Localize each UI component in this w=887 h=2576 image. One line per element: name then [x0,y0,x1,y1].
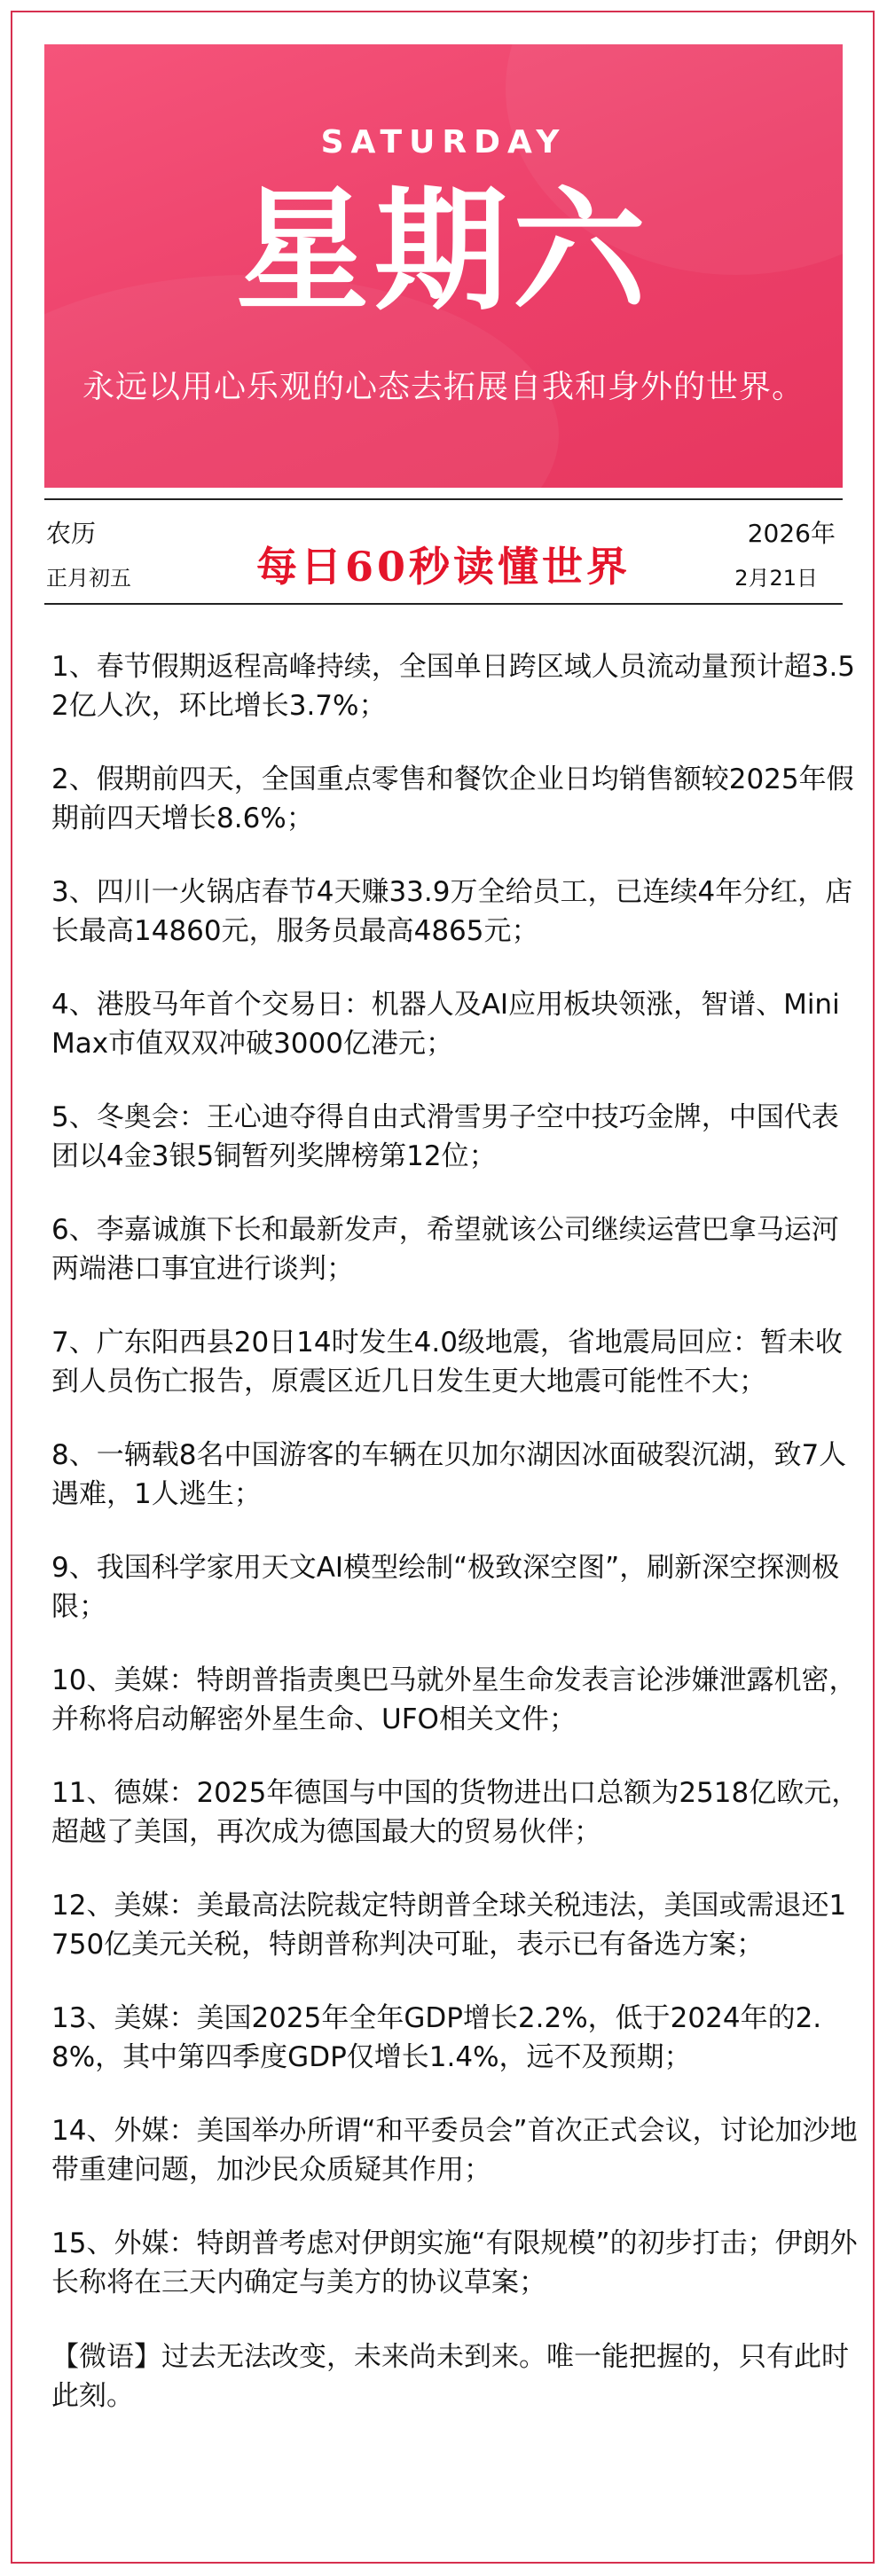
closing-quote: 【微语】过去无法改变，未来尚未到来。唯一能把握的，只有此时此刻。 [51,2341,849,2412]
news-item: 15、外媒：特朗普考虑对伊朗实施“有限规模”的初步打击；伊朗外长称将在三天内确定与美方的协议草案； [51,2228,858,2298]
divider-top [44,498,843,500]
news-item: 3、四川一火锅店春节4天赚33.9万全给员工，已连续4年分红，店长最高14860元，服务员最高4865元； [51,876,853,947]
news-item: 11、德媒：2025年德国与中国的货物进出口总额为2518亿欧元，超越了美国，再次成为德国最大的贸易伙伴； [51,1777,860,1848]
page-title: 每日60秒读懂世界 [255,543,631,591]
month-day-label: 2月21日 [734,566,818,591]
news-item: 6、李嘉诚旗下长和最新发声，希望就该公司继续运营巴拿马运河两端港口事宜进行谈判； [51,1214,839,1285]
year-label: 2026年 [747,519,836,548]
news-item: 2、假期前四天，全国重点零售和餐饮企业日均销售额较2025年假期前四天增长8.6%； [51,763,854,834]
weekday-chinese: 星期六 [235,173,651,329]
news-item: 9、我国科学家用天文AI模型绘制“极致深空图”，刷新深空探测极限； [51,1552,840,1623]
header-banner [44,44,843,488]
news-list [44,647,860,2415]
motto-text: 永远以用心乐观的心态去拓展自我和身外的世界。 [82,369,805,405]
news-item: 14、外媒：美国举办所谓“和平委员会”首次正式会议，讨论加沙地带重建问题，加沙民众质疑其作用； [51,2115,858,2186]
news-item: 1、春节假期返程高峰持续，全国单日跨区域人员流动量预计超3.52亿人次，环比增长3.7%； [51,651,856,722]
lunar-date: 正月初五 [46,566,131,591]
news-item: 7、广东阳西县20日14时发生4.0级地震，省地震局回应：暂未收到人员伤亡报告，原震区近几日发生更大地震可能性不大； [51,1327,843,1398]
lunar-label: 农历 [46,519,97,548]
weekday-english: SATURDAY [320,124,567,161]
news-item: 4、港股马年首个交易日：机器人及AI应用板块领涨，智谱、MiniMax市值双双冲破3000亿港元； [51,989,840,1060]
news-item: 10、美媒：特朗普指责奥巴马就外星生命发表言论涉嫌泄露机密，并称将启动解密外星生命、UFO相关文件； [51,1664,857,1735]
news-item: 12、美媒：美最高法院裁定特朗普全球关税违法，美国或需退还1750亿美元关税，特朗普称判决可耻，表示已有备选方案； [51,1890,847,1961]
news-item: 5、冬奥会：王心迪夺得自由式滑雪男子空中技巧金牌，中国代表团以4金3银5铜暂列奖牌榜第12位； [51,1101,839,1172]
news-item: 13、美媒：美国2025年全年GDP增长2.2%，低于2024年的2.8%，其中第四季度GDP仅增长1.4%，远不及预期； [51,2002,822,2073]
news-item: 8、一辆载8名中国游客的车辆在贝加尔湖因冰面破裂沉湖，致7人遇难，1人逃生； [51,1439,847,1510]
divider-bottom [44,603,843,605]
